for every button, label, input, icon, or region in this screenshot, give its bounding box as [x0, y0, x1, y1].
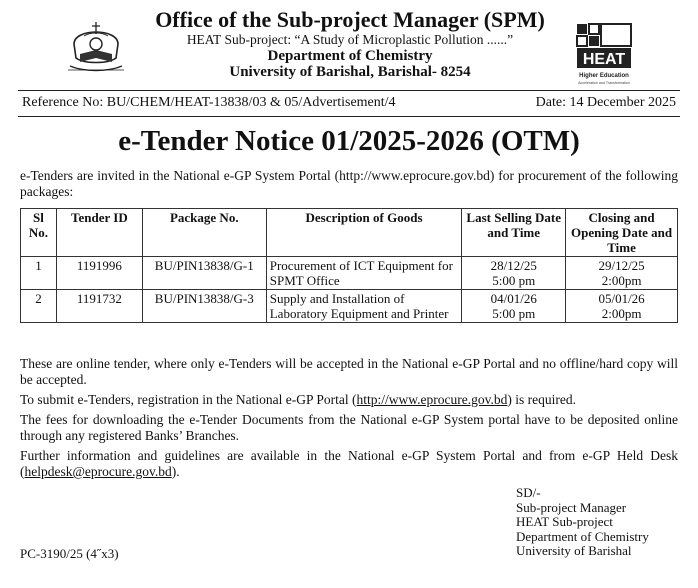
registration-text-end: ) is required. [507, 392, 576, 407]
university-address: University of Barishal, Barishal- 8254 [229, 64, 471, 80]
heat-logo-caption: Higher Education [579, 73, 629, 79]
office-title: Office of the Sub-project Manager (SPM) [155, 7, 545, 32]
col-header-package: Package No. [142, 209, 266, 257]
reference-line [22, 95, 676, 111]
signature-sd: SD/- [516, 485, 541, 500]
helpdesk-email-link[interactable]: helpdesk@eprocure.gov.bd [24, 464, 172, 479]
signatory-title: Sub-project Manager [516, 499, 627, 515]
letterhead-text [130, 8, 570, 81]
table-header-row [21, 209, 678, 257]
cell-last-selling [462, 290, 566, 323]
header-divider [18, 90, 680, 91]
col-header-closing-opening: Closing and Opening Date and Time [566, 209, 678, 257]
fees-paragraph: The fees for downloading the e-Tender Documents from the National e-GP System portal have to be deposited online through any registered Banks’ Branches. [20, 412, 678, 443]
last-selling-time: 5:00 pm [492, 306, 536, 321]
helpdesk-paragraph [20, 448, 678, 480]
cell-description: Supply and Installation of Laboratory Equipment and Printer [266, 290, 462, 323]
cell-closing-opening [566, 290, 678, 323]
cell-tender-id: 1191732 [56, 290, 142, 323]
closing-time: 2:00pm [601, 306, 642, 321]
cell-tender-id: 1191996 [56, 257, 142, 290]
heat-logo-caption-2: Acceleration and Transformation [578, 81, 630, 85]
heat-logo [574, 22, 634, 88]
cell-package: BU/PIN13838/G-3 [142, 290, 266, 323]
university-of-barishal-logo [64, 14, 128, 78]
cell-sl: 1 [21, 257, 57, 290]
closing-date: 05/01/26 [598, 291, 645, 306]
col-header-last-selling: Last Selling Date and Time [462, 209, 566, 257]
intro-paragraph: e-Tenders are invited in the National e-GP System Portal (http://www.eprocure.gov.bd) for procurement of the following packages: [20, 168, 678, 199]
registration-paragraph [20, 392, 678, 408]
col-header-description: Description of Goods [266, 209, 462, 257]
cell-closing-opening [566, 257, 678, 290]
cell-sl: 2 [21, 290, 57, 323]
reference-number: Reference No: BU/CHEM/HEAT-13838/03 & 05/Advertisement/4 [22, 95, 396, 110]
notice-date: Date: 14 December 2025 [535, 95, 676, 110]
table-row [21, 290, 678, 323]
notice-body [20, 356, 678, 484]
letterhead [0, 8, 698, 90]
signatory-department: Department of Chemistry [516, 528, 649, 544]
cell-last-selling [462, 257, 566, 290]
col-header-sl: Sl No. [21, 209, 57, 257]
last-selling-date: 04/01/26 [490, 291, 537, 306]
cell-package: BU/PIN13838/G-1 [142, 257, 266, 290]
signatory-university: University of Barishal [516, 543, 632, 558]
notice-title: e-Tender Notice 01/2025-2026 (OTM) [118, 125, 580, 157]
eprocure-link[interactable]: http://www.eprocure.gov.bd [356, 392, 508, 407]
pc-code: PC-3190/25 (4˝x3) [20, 546, 119, 561]
helpdesk-text-end: ). [171, 464, 180, 479]
table-row [21, 257, 678, 290]
closing-time: 2:00pm [601, 273, 642, 288]
col-header-tender-id: Tender ID [56, 209, 142, 257]
signature-block [516, 486, 686, 559]
online-tender-paragraph: These are online tender, where only e-Tenders will be accepted in the National e-GP Portal and no offline/hard copy will be accepted. [20, 356, 678, 387]
helpdesk-text: Further information and guidelines are available in the National e-GP System Portal and from e-GP Held Desk ( [20, 448, 678, 479]
heat-logo-text: HEAT [582, 51, 626, 68]
department-name: Department of Chemistry [267, 48, 433, 64]
subproject-name: HEAT Sub-project: “A Study of Microplastic Pollution ......” [186, 32, 514, 47]
last-selling-date: 28/12/25 [490, 258, 537, 273]
registration-text: To submit e-Tenders, registration in the National e-GP Portal ( [20, 392, 357, 407]
reference-divider [18, 116, 680, 117]
signatory-project: HEAT Sub-project [516, 514, 613, 529]
tender-table [20, 208, 678, 323]
cell-description: Procurement of ICT Equipment for SPMT Office [266, 257, 462, 290]
closing-date: 29/12/25 [598, 258, 645, 273]
last-selling-time: 5:00 pm [492, 273, 536, 288]
